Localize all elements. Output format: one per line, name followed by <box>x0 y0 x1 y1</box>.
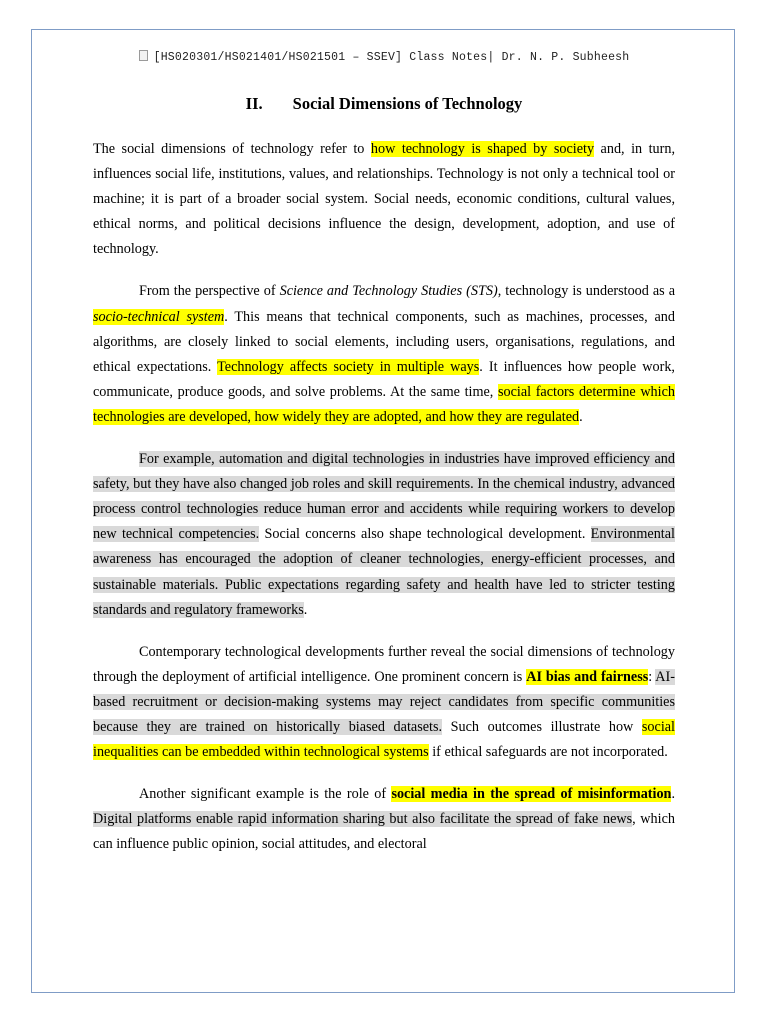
p4-text-2: : <box>648 668 656 685</box>
p3-grey-2: Environmental awareness has encouraged the adoption of cleaner technologies, energy-efficient processes, and sustainable materials. Public expectations regarding safety and health have led to stricter testing standards and regulatory frameworks <box>93 526 675 618</box>
p2-italic-sts: Science and Technology Studies (STS) <box>279 283 498 300</box>
p2-text-3: . This means that technical components, such as machines, processes, and algorithms, are closely linked to social elements, including users, organisations, regulations, and ethical expectations. <box>93 308 675 375</box>
body-content <box>93 137 675 874</box>
p5-grey-1: Digital platforms enable rapid information sharing but also facilitate the spread of fake news <box>93 811 633 828</box>
p1-highlight-1: how technology is shaped by society <box>370 141 595 157</box>
p2-highlight-1: socio-technical system <box>93 308 225 325</box>
p3-text-1: Social concerns also shape technological development. <box>259 526 591 543</box>
p1-text-1: The social dimensions of technology refer to <box>93 141 371 157</box>
p2-highlight-3: social factors determine which technologies are developed, how widely they are adopted, and how they are regulated <box>93 383 675 425</box>
p4-text-4: if ethical safeguards are not incorporated. <box>428 744 668 761</box>
paragraph-2 <box>93 279 675 430</box>
header-text: [HS020301/HS021401/HS021501 – SSEV] Class Notes| Dr. N. P. Subheesh <box>153 51 630 64</box>
p3-text-2: . <box>303 601 308 618</box>
p4-text-1: Contemporary technological developments further reveal the social dimensions of technology through the deployment of artificial intelligence. One prominent concern is <box>93 643 675 685</box>
section-number: II. <box>245 94 263 113</box>
p4-highlight-1: AI bias and fairness <box>526 668 649 685</box>
p5-text-1: Another significant example is the role of <box>139 786 392 803</box>
section-title <box>0 94 768 114</box>
p5-highlight-1: social media in the spread of misinformation <box>391 786 672 803</box>
p5-text-3: , which can influence public opinion, social attitudes, and electoral <box>93 811 675 853</box>
p2-text-5: . <box>579 408 583 425</box>
section-title-text: Social Dimensions of Technology <box>292 94 523 113</box>
p4-highlight-2: social inequalities can be embedded within technological systems <box>93 718 675 761</box>
p2-text-1: From the perspective of <box>139 283 280 300</box>
p2-highlight-2: Technology affects society in multiple ways <box>217 358 480 375</box>
p4-grey-1: AI-based recruitment or decision-making systems may reject candidates from specific communities because they are trained on historically biased datasets. <box>93 668 675 735</box>
p2-text-4: . It influences how people work, communicate, produce goods, and solve problems. At the same time, <box>93 358 675 400</box>
p1-text-2: and, in turn, influences social life, institutions, values, and relationships. Technology is not only a technical tool or machine; it is part of a broader social system. Social needs, economic conditions, cultural values, ethical norms, and political decisions influence the design, development, adoption, and use of technology. <box>93 141 676 258</box>
p2-text-2: , technology is understood as a <box>497 283 676 300</box>
page-header <box>0 50 768 64</box>
p3-grey-1: For example, automation and digital technologies in industries have improved efficiency and safety, but they have also changed job roles and skill requirements. In the chemical industry, advanced process control technologies reduce human error and accidents while requiring workers to develop new technical competencies. <box>93 451 675 543</box>
paragraph-3 <box>93 447 675 623</box>
p4-text-3: Such outcomes illustrate how <box>442 718 642 735</box>
paragraph-5 <box>93 782 675 857</box>
p5-text-2: . <box>671 786 675 803</box>
document-icon <box>139 50 148 61</box>
paragraph-1 <box>93 137 675 262</box>
paragraph-4 <box>93 640 675 765</box>
